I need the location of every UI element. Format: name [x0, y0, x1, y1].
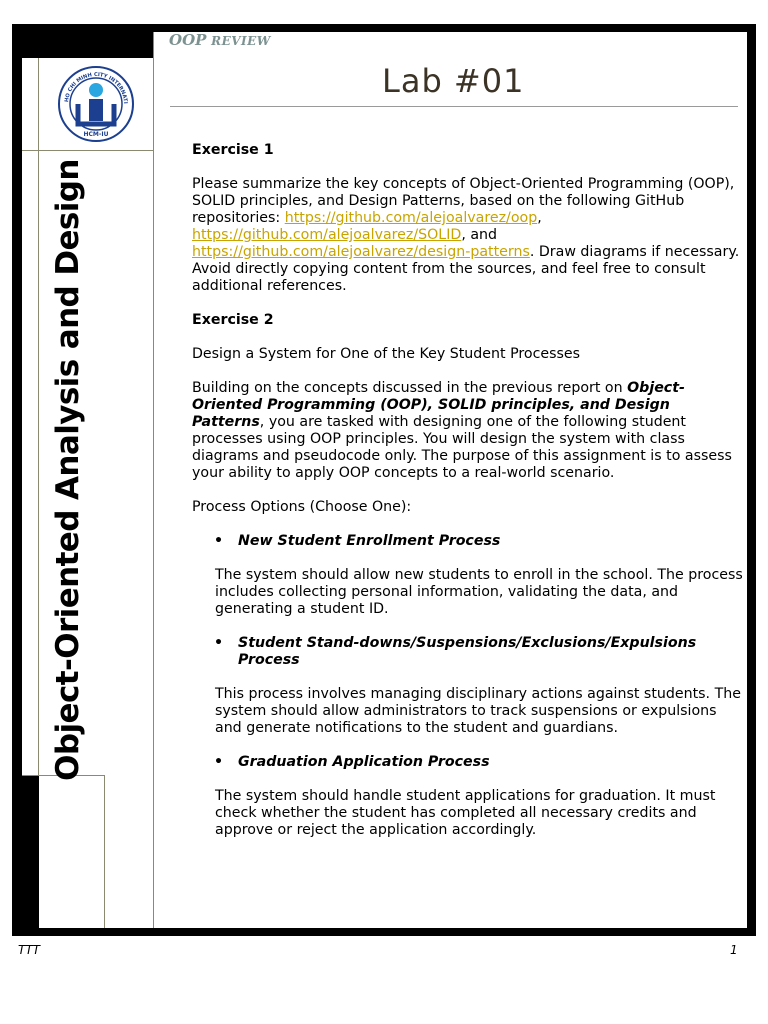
exercise-2-intro	[192, 380, 746, 482]
sidebar-divider	[153, 32, 154, 928]
process-option-description: The system should allow new students to enroll in the school. The process includes collecting personal information, validating the data, and generating a student ID.	[215, 567, 743, 617]
svg-text:HCM-IU: HCM-IU	[83, 131, 109, 138]
link-solid-repo[interactable]: https://github.com/alejoalvarez/SOLID	[192, 227, 462, 243]
link-design-patterns-repo[interactable]: https://github.com/alejoalvarez/design-patterns	[192, 244, 530, 260]
bullet-icon: •	[214, 754, 224, 770]
exercise-1-paragraph	[192, 176, 746, 295]
intro-text: , you are tasked with designing one of the following student processes using OOP principles. You will design the system with class diagrams and pseudocode only. The purpose of this assignment is to assess your ability to apply OOP concepts to a real-world scenario.	[192, 414, 732, 481]
university-logo	[58, 66, 136, 142]
sidebar-divider	[22, 150, 153, 151]
intro-emphasis: Object-Oriented Programming (OOP), SOLID principles, and Design Patterns	[192, 380, 685, 430]
footer-author: TTT	[18, 943, 40, 957]
document-body	[192, 142, 746, 839]
section-label-main: OOP	[169, 31, 207, 49]
exercise-1-heading: Exercise 1	[192, 142, 274, 158]
page-title: Lab #01	[382, 62, 525, 100]
intro-text: Building on the concepts discussed in the previous report on	[192, 380, 628, 396]
sidebar-bottom-column	[104, 775, 153, 928]
process-option-title	[192, 533, 746, 550]
sidebar-divider	[104, 775, 105, 928]
bullet-icon: •	[214, 635, 224, 651]
exercise-2-subtitle: Design a System for One of the Key Student Processes	[192, 346, 581, 362]
process-option-title	[192, 754, 746, 771]
option-title-text: Graduation Application Process	[238, 754, 490, 770]
exercise-2-heading: Exercise 2	[192, 312, 274, 328]
link-oop-repo[interactable]: https://github.com/alejoalvarez/oop	[284, 210, 538, 226]
svg-text:HO CHI MINH CITY INTERNATIONAL: HO CHI MINH CITY INTERNATI	[64, 71, 129, 104]
sidebar-divider	[38, 58, 39, 775]
title-divider	[170, 106, 738, 107]
process-option-description: The system should handle student applications for graduation. It must check whether the student has completed all necessary credits and approve or reject the application accordingly.	[215, 788, 716, 838]
exercise-1-text: . Draw diagrams if necessary. Avoid directly copying content from the sources, and feel free to consult additional references.	[192, 244, 740, 294]
section-label	[169, 31, 271, 49]
process-options-label: Process Options (Choose One):	[192, 499, 412, 515]
page-number: 1	[730, 943, 738, 957]
separator-text: , and	[461, 227, 498, 243]
sidebar-bottom-column	[39, 775, 104, 928]
exercise-1-text: Please summarize the key concepts of Object-Oriented Programming (OOP), SOLID principles, and Design Patterns, based on the following GitHub repositories:	[192, 176, 735, 226]
separator-text: ,	[537, 210, 542, 226]
option-title-text: Student Stand-downs/Suspensions/Exclusions/Expulsions Process	[238, 635, 697, 668]
bullet-icon: •	[214, 533, 224, 549]
option-title-text: New Student Enrollment Process	[238, 533, 501, 549]
process-option-description: This process involves managing disciplinary actions against students. The system should allow administrators to track suspensions or expulsions and generate notifications to the student and guardians.	[215, 686, 741, 736]
process-option-title	[192, 635, 746, 669]
course-title-text: Object-Oriented Analysis and Design	[50, 159, 86, 781]
sidebar-panel	[22, 58, 153, 775]
section-label-sub: REVIEW	[206, 34, 271, 48]
